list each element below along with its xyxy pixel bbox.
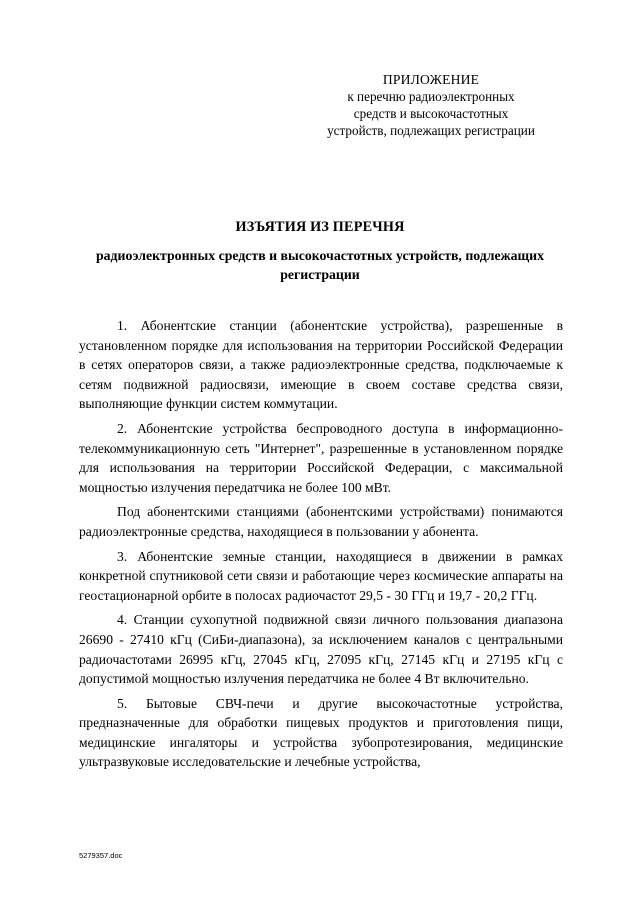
paragraph-2-note: Под абонентскими станциями (абонентскими устройствами) понимаются радиоэлектронные средства, находящиеся в пользовании у абонента. bbox=[79, 504, 563, 539]
document-title: ИЗЪЯТИЯ ИЗ ПЕРЕЧНЯ bbox=[235, 219, 405, 235]
appendix-block bbox=[300, 71, 562, 139]
appendix-line-1: к перечню радиоэлектронных bbox=[347, 89, 515, 104]
document-body bbox=[79, 316, 563, 777]
paragraph-4: 4. Станции сухопутной подвижной связи личного пользования диапазона 26690 - 27410 кГц (СиБи-диапазона), за исключением каналов с центральными радиочастотами 26995 кГц, 27045 кГц, 27095 кГц, 27145 кГц и 27195 кГц с допустимой мощностью излучения передатчика не более 4 Вт включительно. bbox=[79, 612, 563, 687]
appendix-line-2: средств и высокочастотных bbox=[353, 106, 509, 121]
appendix-heading: ПРИЛОЖЕНИЕ bbox=[382, 72, 480, 87]
paragraph-2: 2. Абонентские устройства беспроводного доступа в информационно-телекоммуникационную сеть "Интернет", разрешенные в установленном порядке для использования на территории Российской Федерации, с максимальной мощностью излучения передатчика не более 100 мВт. bbox=[79, 420, 563, 495]
appendix-line-3: устройств, подлежащих регистрации bbox=[327, 123, 535, 138]
document-subtitle: радиоэлектронных средств и высокочастотных устройств, подлежащих регистрации bbox=[95, 248, 545, 282]
paragraph-1: 1. Абонентские станции (абонентские устройства), разрешенные в установленном порядке для использования на территории Российской Федерации в сетях операторов связи, а также радиоэлектронные средства, подключаемые к сетям подвижной радиосвязи, имеющие в своем составе средства связи, выполняющие функции систем коммутации. bbox=[79, 318, 563, 412]
footer-filename: 5279357.doc bbox=[79, 851, 123, 860]
paragraph-5: 5. Бытовые СВЧ-печи и другие высокочастотные устройства, предназначенные для обработки пищевых продуктов и приготовления пищи, медицинские ингаляторы и устройства зубопротезирования, медицинские ультразвуковые исследовательские и лечебные устройства, bbox=[79, 695, 563, 770]
paragraph-3: 3. Абонентские земные станции, находящиеся в движении в рамках конкретной спутниковой сети связи и работающие через космические аппараты на геостационарной орбите в полосах радиочастот 29,5 - 30 ГГц и 19,7 - 20,2 ГГц. bbox=[79, 548, 563, 603]
